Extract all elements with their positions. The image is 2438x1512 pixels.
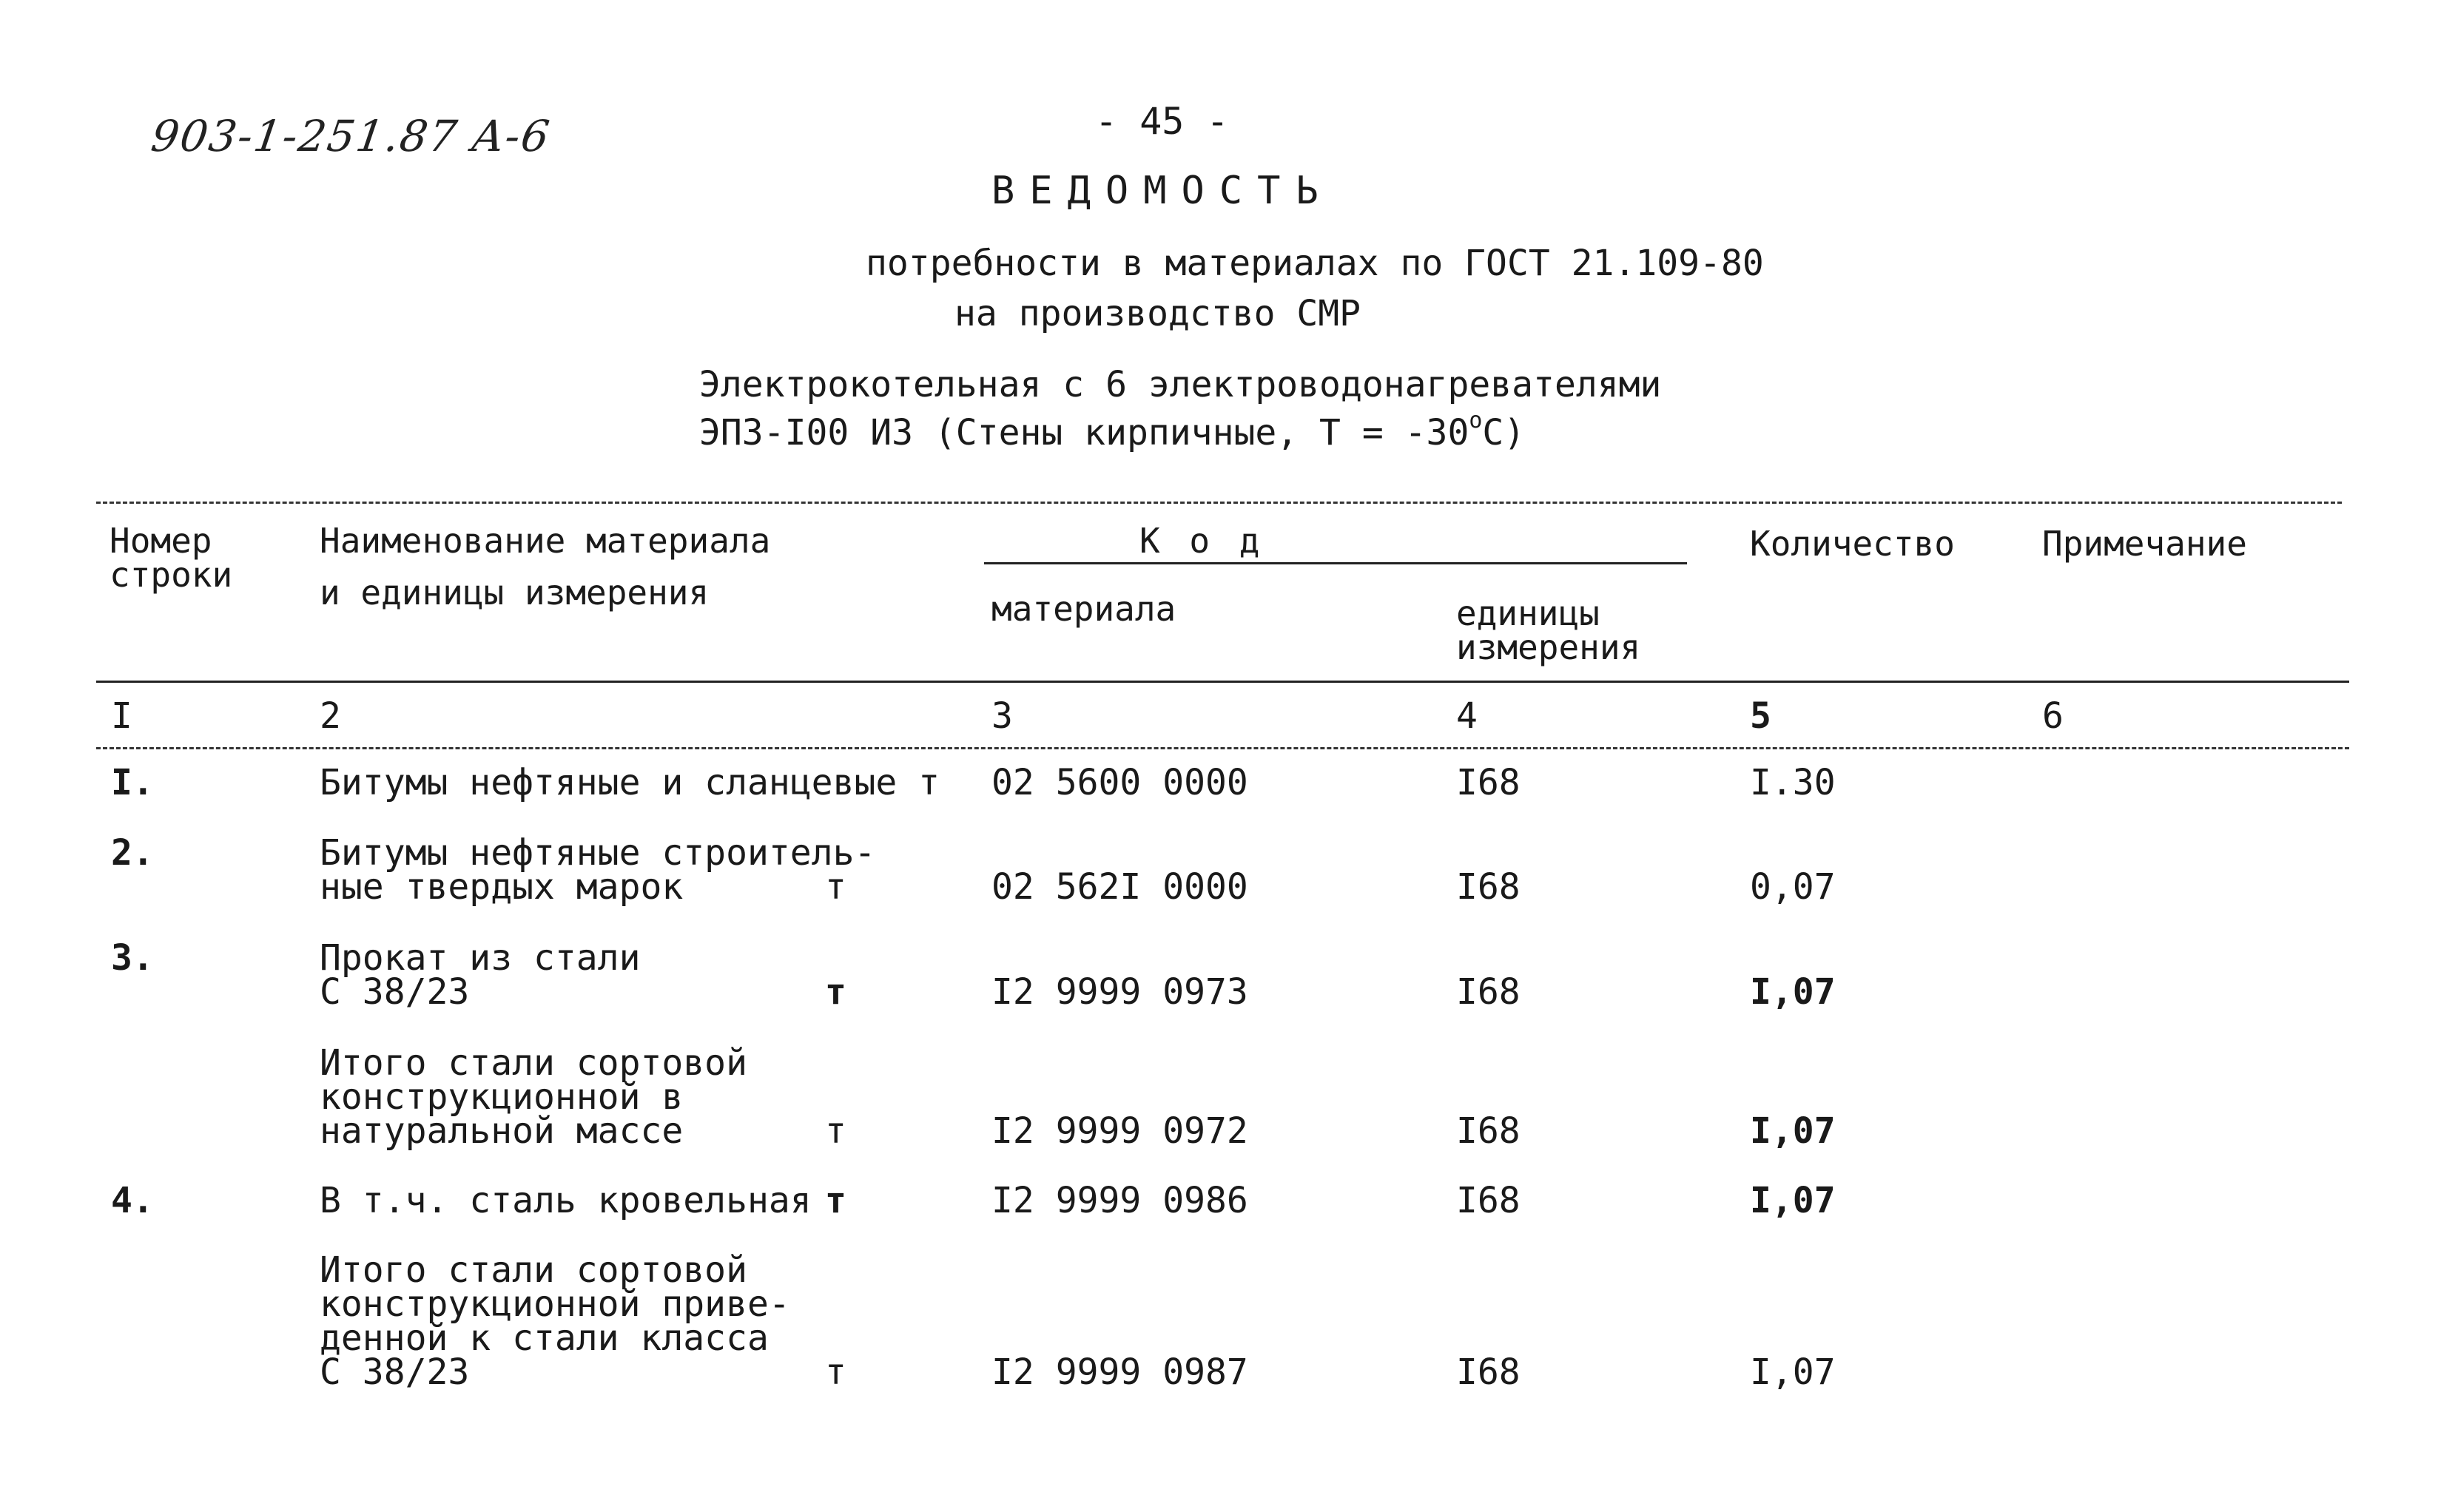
subtotal-reduced-unit-code: I68 [1456, 1351, 1521, 1393]
object-spec-end: С) [1482, 412, 1526, 453]
subtotal-natural-name-line1: Итого стали сортовой [320, 1042, 747, 1084]
handwritten-document-code: 903-1-251.87 A-6 [148, 111, 554, 161]
object-description-2 [699, 408, 1526, 453]
subtotal-natural-unit: т [825, 1110, 846, 1152]
column-number-4: 4 [1456, 695, 1478, 737]
document-subtitle-2: на производство СМР [954, 293, 1361, 334]
row-3-name-line1: Прокат из стали [320, 937, 641, 979]
row-2-name-line2: ные твердых марок [320, 866, 684, 908]
row-2-number: 2. [111, 832, 154, 874]
row-3-name [320, 937, 641, 1013]
row-1-number: I. [111, 762, 154, 803]
column-number-5: 5 [1750, 695, 1771, 737]
header-code-unit-line2: измерения [1456, 627, 1641, 667]
subtotal-reduced-name-line3: денной к стали класса [320, 1317, 769, 1359]
object-description: Электрокотельная с 6 электроводонагревателями [699, 364, 1662, 405]
subtotal-reduced-name-line1: Итого стали сортовой [320, 1249, 747, 1291]
row-1-unit-code: I68 [1456, 762, 1521, 803]
column-numbers-rule [96, 747, 2349, 749]
object-spec: ЭПЗ-I00 ИЗ (Стены кирпичные, Т = -30 [699, 412, 1469, 453]
row-2-material-code: 02 562I 0000 [991, 866, 1248, 908]
row-3-unit-code: I68 [1456, 971, 1521, 1013]
degree-mark: о [1469, 408, 1483, 433]
subtotal-natural-unit-code: I68 [1456, 1110, 1521, 1152]
table-top-rule [96, 502, 2342, 504]
row-4-unit: т [825, 1180, 846, 1221]
column-number-3: 3 [991, 695, 1013, 737]
header-bottom-rule [96, 681, 2349, 683]
row-4-number: 4. [111, 1180, 154, 1221]
subtotal-reduced-name-line2: конструкционной приве- [320, 1283, 790, 1325]
header-material-name [320, 521, 771, 612]
subtotal-natural-name-line3: натуральной массе [320, 1110, 684, 1152]
header-code-unit-line1: единицы [1456, 593, 1600, 633]
column-number-6: 6 [2042, 695, 2064, 737]
row-3-name-line2: С 38/23 [320, 971, 470, 1013]
header-quantity: Количество [1750, 524, 1955, 564]
row-2-name-line1: Битумы нефтяные строитель- [320, 832, 876, 874]
header-code-material: материала [991, 589, 1176, 629]
subtotal-reduced-unit: т [825, 1351, 846, 1393]
column-number-1: I [111, 695, 132, 737]
row-4-material-code: I2 9999 0986 [991, 1180, 1248, 1221]
header-code-unit [1456, 593, 1641, 667]
row-2-quantity: 0,07 [1750, 866, 1836, 908]
subtotal-reduced-material-code: I2 9999 0987 [991, 1351, 1248, 1393]
row-3-unit: т [825, 971, 846, 1013]
header-code: К о д [1139, 521, 1265, 561]
row-4-quantity: I,07 [1750, 1180, 1836, 1221]
document-title: ВЕДОМОСТЬ [991, 169, 1333, 213]
header-row-number [110, 521, 233, 595]
code-header-rule [984, 562, 1687, 564]
subtotal-reduced-name [320, 1249, 790, 1393]
row-4-name: В т.ч. сталь кровельная [320, 1180, 812, 1221]
row-4-unit-code: I68 [1456, 1180, 1521, 1221]
subtotal-natural-name [320, 1042, 747, 1152]
subtotal-natural-name-line2: конструкционной в [320, 1076, 684, 1118]
subtotal-reduced-name-line4: С 38/23 [320, 1351, 470, 1393]
subtotal-natural-material-code: I2 9999 0972 [991, 1110, 1248, 1152]
row-1-name: Битумы нефтяные и сланцевые т [320, 762, 940, 803]
header-material-name-line1: Наименование материала [320, 521, 771, 561]
subtotal-reduced-quantity: I,07 [1750, 1351, 1836, 1393]
column-number-2: 2 [320, 695, 341, 737]
document-subtitle: потребности в материалах по ГОСТ 21.109-80 [866, 243, 1764, 284]
header-material-name-line2: и единицы измерения [320, 573, 710, 612]
page-number: - 45 - [1095, 100, 1229, 143]
row-2-unit-code: I68 [1456, 866, 1521, 908]
row-3-material-code: I2 9999 0973 [991, 971, 1248, 1013]
row-2-unit: т [825, 866, 846, 908]
row-2-name [320, 832, 876, 908]
header-row-number-line2: строки [110, 555, 233, 595]
header-row-number-line1: Номер [110, 521, 212, 561]
subtotal-natural-quantity: I,07 [1750, 1110, 1836, 1152]
header-note: Примечание [2042, 524, 2247, 564]
row-3-quantity: I,07 [1750, 971, 1836, 1013]
row-1-quantity: I.30 [1750, 762, 1836, 803]
row-1-material-code: 02 5600 0000 [991, 762, 1248, 803]
row-3-number: 3. [111, 937, 154, 979]
